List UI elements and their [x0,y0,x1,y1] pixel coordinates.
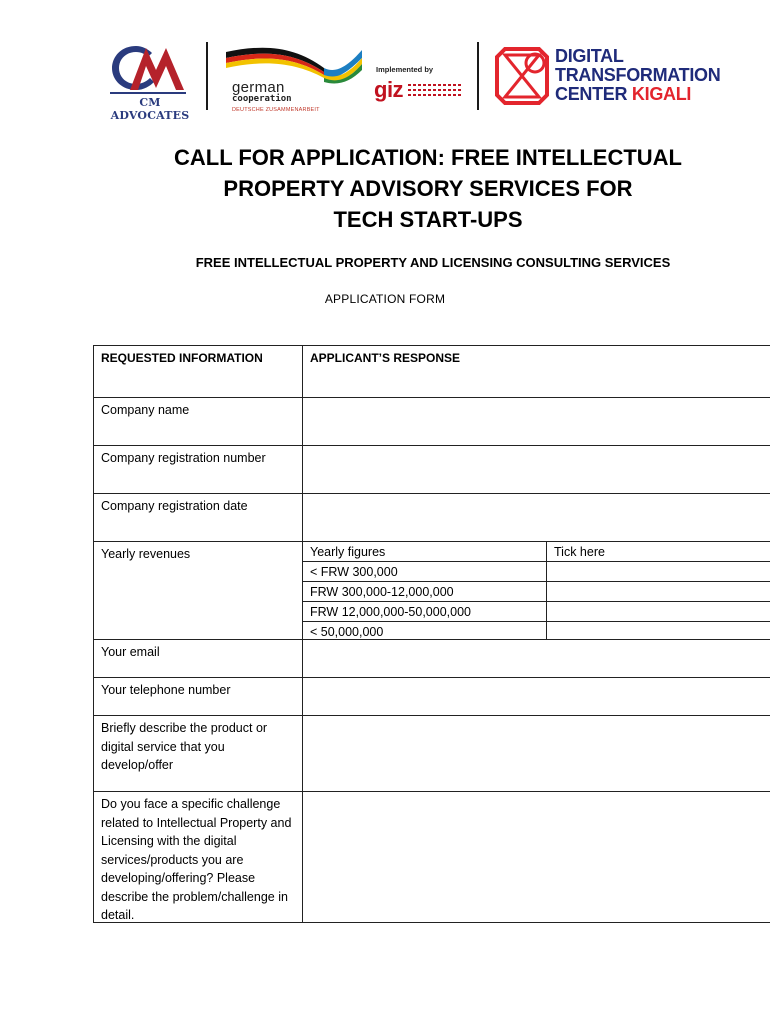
dtc-line-2: TRANSFORMATION [555,65,721,85]
dtc-line-1: DIGITAL [555,46,624,66]
cm-advocates-emblem-icon [106,40,190,96]
email-response[interactable] [303,640,770,677]
german-cooperation-logo [224,44,334,114]
yearly-revenues-grid [303,542,770,639]
product-description-label: Briefly describe the product or digital service that you develop/offer [94,716,303,791]
yearly-revenues-label: Yearly revenues [94,542,303,639]
cm-advocates-logo [100,40,210,122]
company-registration-date-label: Company registration date [94,494,303,541]
ip-challenge-label: Do you face a specific challenge related to Intellectual Property and Licensing with the digital services/products you are developing/offering? Please describe the problem/challenge in detail. [94,792,303,922]
yearly-figures-header: Yearly figures [303,542,547,561]
dtc-emblem-icon [495,45,549,107]
german-cooperation-sub: cooperation [232,94,292,104]
revenue-band-tick[interactable] [547,582,770,601]
dtc-kigali: KIGALI [631,84,692,104]
table-row [93,791,770,923]
german-rwanda-flag-swoosh-icon [224,44,364,84]
tick-here-header: Tick here [554,545,605,559]
revenue-band-tick[interactable] [547,602,770,621]
page-subtitle: FREE INTELLECTUAL PROPERTY AND LICENSING CONSULTING SERVICES [195,255,671,270]
telephone-label: Your telephone number [94,678,303,715]
applicant-response-header: APPLICANT’S RESPONSE [310,351,461,365]
yearly-revenues-row [93,541,770,639]
form-label: APPLICATION FORM [324,292,446,306]
giz-wordmark: giz [374,77,404,102]
revenue-band-row [303,602,770,622]
dtc-line-3 [555,85,720,104]
revenue-band-label: < 50,000,000 [303,622,547,640]
revenue-band-tick[interactable] [547,622,770,640]
dtc-kigali-logo [495,45,755,115]
revenue-band-label: FRW 300,000-12,000,000 [303,582,547,601]
table-header-row [93,345,770,397]
company-name-response[interactable] [303,398,770,445]
revenue-band-row [303,582,770,602]
telephone-response[interactable] [303,678,770,715]
company-name-label: Company name [94,398,303,445]
revenue-band-label: FRW 12,000,000-50,000,000 [303,602,547,621]
title-line-1: CALL FOR APPLICATION: FREE INTELLECTUAL [173,145,682,170]
table-row [93,493,770,541]
page-title [0,142,770,235]
product-description-response[interactable] [303,716,770,791]
revenue-band-row [303,622,770,640]
company-registration-number-response[interactable] [303,446,770,493]
company-registration-date-response[interactable] [303,494,770,541]
cm-advocates-wordmark: CM ADVOCATES [110,96,190,122]
revenue-band-tick[interactable] [547,562,770,581]
giz-logo [372,65,472,110]
table-row [93,445,770,493]
revenue-header-row [303,542,770,562]
revenue-band-row [303,562,770,582]
email-label: Your email [94,640,303,677]
revenue-band-label: < FRW 300,000 [303,562,547,581]
application-form-table [93,345,770,923]
logo-divider [206,42,208,110]
title-line-2: PROPERTY ADVISORY SERVICES FOR [223,176,633,201]
table-row [93,639,770,677]
giz-small-print [408,84,463,99]
ip-challenge-response[interactable] [303,792,770,922]
company-registration-number-label: Company registration number [94,446,303,493]
table-row [93,397,770,445]
table-row [93,715,770,791]
table-row [93,677,770,715]
dtc-wordmark [555,47,720,104]
logo-divider [477,42,479,110]
requested-information-header: REQUESTED INFORMATION [94,346,303,397]
german-cooperation-name: german [232,79,285,96]
title-line-3: TECH START-UPS [333,207,523,232]
dtc-center: CENTER [555,84,628,104]
german-cooperation-tagline: DEUTSCHE ZUSAMMENARBEIT [232,107,320,113]
logo-bar [0,0,770,125]
giz-implemented-by: Implemented by [376,65,434,74]
